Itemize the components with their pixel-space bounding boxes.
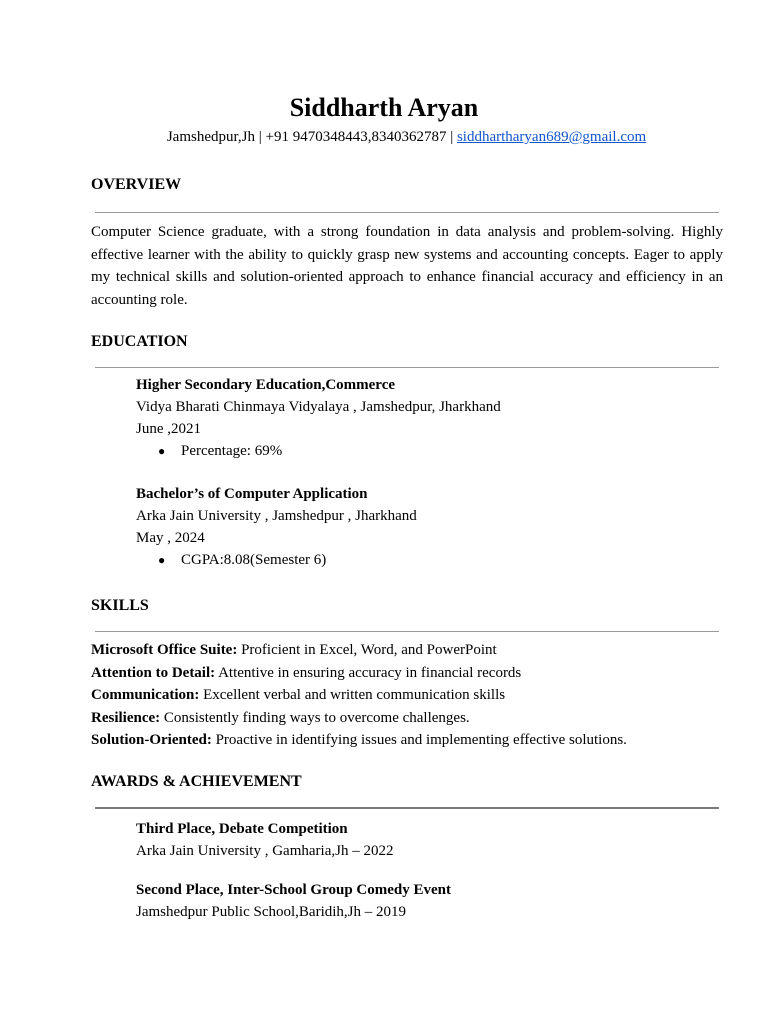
- education-date: June ,2021: [136, 421, 201, 437]
- education-bullet-text: CGPA:8.08(Semester 6): [181, 552, 327, 568]
- bullet-icon: ●: [158, 553, 166, 567]
- award-title: Second Place, Inter-School Group Comedy Event: [136, 882, 451, 898]
- skill-item: [91, 662, 627, 685]
- overview-divider: [95, 212, 719, 213]
- education-item: [136, 483, 417, 571]
- skill-text: Attentive in ensuring accuracy in financial records: [215, 664, 522, 681]
- skill-text: Excellent verbal and written communication skills: [199, 687, 506, 703]
- skill-label: Attention to Detail:: [91, 664, 216, 681]
- skill-text: Proactive in identifying issues and implementing effective solutions.: [211, 732, 627, 748]
- skills-divider: [95, 631, 719, 632]
- awards-heading: AWARDS & ACHIEVEMENT: [91, 773, 302, 790]
- skill-label: Microsoft Office Suite:: [91, 642, 238, 658]
- skill-label: Communication:: [91, 687, 200, 703]
- education-institution: Vidya Bharati Chinmaya Vidyalaya , Jamshedpur, Jharkhand: [136, 399, 501, 415]
- skill-label: Resilience:: [91, 709, 161, 726]
- education-institution: Arka Jain University , Jamshedpur , Jharkhand: [136, 508, 417, 524]
- award-item: [136, 818, 393, 862]
- skill-item: [91, 729, 627, 752]
- award-item: [136, 879, 451, 923]
- overview-heading: OVERVIEW: [91, 176, 182, 193]
- contact-details: Jamshedpur,Jh | +91 9470348443,8340362787 |: [166, 129, 457, 145]
- award-detail: Arka Jain University , Gamharia,Jh – 2022: [136, 843, 394, 859]
- education-title: Bachelor’s of Computer Application: [136, 486, 368, 502]
- skill-item: [91, 639, 627, 662]
- skills-list: [91, 639, 627, 752]
- skill-item: [91, 684, 627, 707]
- award-title: Third Place, Debate Competition: [136, 821, 348, 837]
- education-item: [136, 374, 501, 462]
- education-heading: EDUCATION: [91, 333, 188, 350]
- education-title: Higher Secondary Education,Commerce: [136, 377, 396, 393]
- skills-heading: SKILLS: [91, 597, 149, 614]
- skill-item: [91, 707, 627, 730]
- education-bullet-text: Percentage: 69%: [181, 443, 283, 459]
- education-bullet: [136, 440, 501, 462]
- skill-text: Proficient in Excel, Word, and PowerPoint: [237, 642, 497, 658]
- contact-line: [0, 127, 768, 147]
- skill-text: Consistently finding ways to overcome challenges.: [160, 709, 470, 726]
- award-detail: Jamshedpur Public School,Baridih,Jh – 2019: [136, 904, 406, 920]
- candidate-name: Siddharth Aryan: [289, 93, 479, 122]
- education-divider: [95, 367, 719, 368]
- overview-text: Computer Science graduate, with a strong foundation in data analysis and problem-solving. Highly effective learner with the ability to quickly grasp new systems and accounting concepts. Eager to apply my technical skills and solution-oriented approach to enhance financial accuracy and efficiency in an accounting role.: [91, 224, 723, 308]
- awards-divider: [95, 807, 719, 809]
- skill-label: Solution-Oriented:: [91, 732, 212, 748]
- bullet-icon: ●: [158, 444, 166, 458]
- email-link[interactable]: siddhartharyan689@gmail.com: [456, 129, 647, 145]
- education-date: May , 2024: [136, 530, 205, 546]
- education-bullet: [136, 549, 417, 571]
